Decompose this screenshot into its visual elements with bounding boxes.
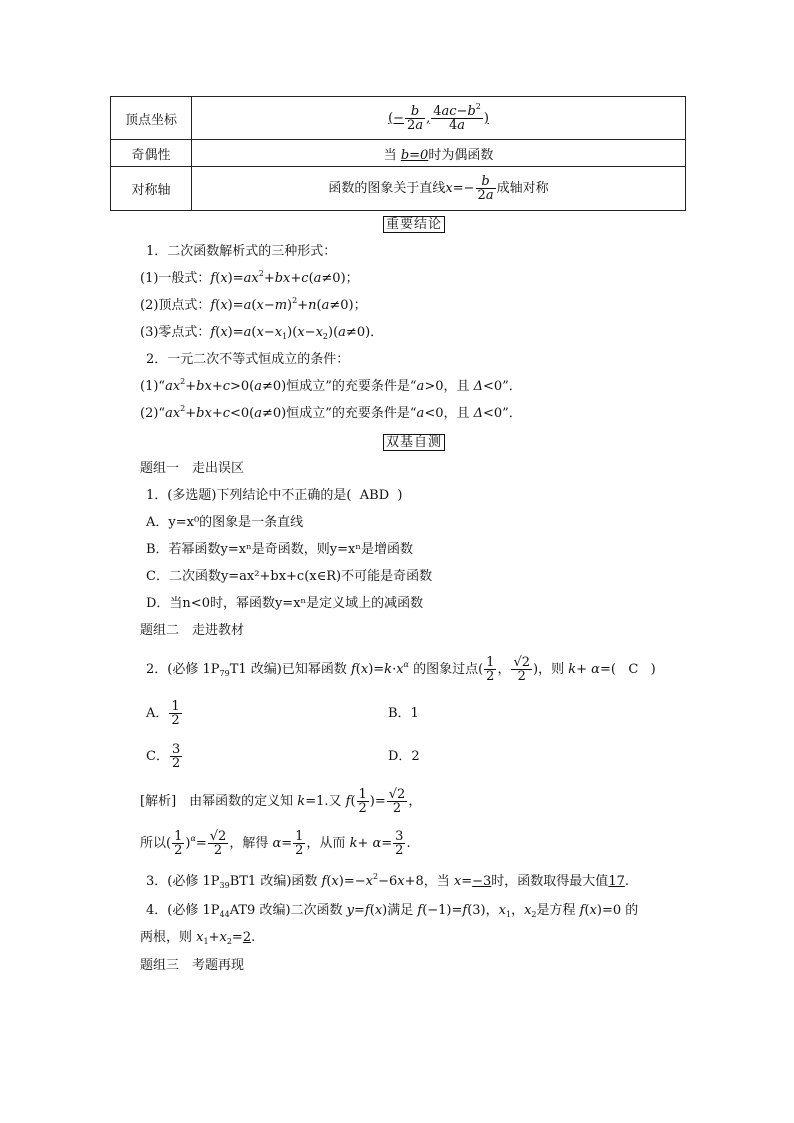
question-4-line2: 两根，则 $x_1+x_2=2$. [140, 930, 256, 946]
section-heading-selftest: 双基自测 [383, 434, 445, 452]
option-d: D．当n<0时，幂函数y=xⁿ是定义域上的减函数 [146, 596, 424, 611]
option-b: B．若幂函数y=xⁿ是奇函数，则y=xⁿ是增函数 [146, 542, 413, 557]
option-a: A．y=x⁰的图象是一条直线 [146, 515, 304, 530]
table-row [111, 140, 686, 167]
q2-solution-line1: [解析] 由幂函数的定义知 k=1.又 f( $\frac{1}{2}$ )= $\frac{√2}{2}$ ， [140, 787, 422, 816]
group-2-title: 题组二 走进教材 [140, 623, 245, 638]
group-1-title: 题组一 走出误区 [140, 461, 245, 476]
table-row [111, 167, 686, 211]
axis-value: 函数的图象关于直线x=− $\frac{b}{2a}$ 成轴对称 [192, 167, 686, 211]
form-general: (1)一般式：$f(x)=ax^2+bx+c(a\ne 0)$； [140, 269, 359, 286]
section-heading-important: 重要结论 [383, 216, 445, 234]
parity-value: 当 b=0时为偶函数 [192, 140, 686, 167]
form-vertex: (2)顶点式：$f(x)=a(x-m)^2+n(a\ne 0)$； [140, 296, 367, 313]
form-zero: (3)零点式：$f(x)=a(x-x_1)(x-x_2)(a\ne 0)$． [140, 325, 384, 341]
group-3-title: 题组三 考题再现 [140, 958, 245, 973]
option-c: C．二次函数y=ax²+bx+c(x∈R)不可能是奇函数 [146, 569, 433, 584]
q2-option-d: D．2 [388, 749, 420, 764]
q2-option-b: B．1 [388, 706, 419, 721]
vertex-coordinates: (− $\frac{b}{2a}$ , $\frac{4ac-b^2}{4a}$ ) [192, 97, 686, 140]
table-row [111, 97, 686, 140]
q2-solution-line2: 所以( $\frac{1}{2}$ )$^\alpha$= $\frac{√2}{2}$ ，解得 α= $\frac{1}{2}$ ，从而 k+ α= $\frac{3}{2}$ . [140, 829, 411, 858]
row-header-axis: 对称轴 [111, 167, 192, 211]
condition-positive: $(1)“ax^2+bx+c>0(a\ne 0)$恒成立”的充要条件是“a>0，且 Δ<0”． [140, 377, 522, 394]
conclusion-1: 1．二次函数解析式的三种形式： [146, 244, 337, 259]
property-table [110, 96, 686, 211]
question-1: 1．(多选题)下列结论中不正确的是( ABD ) [146, 488, 403, 503]
row-header-parity: 奇偶性 [111, 140, 192, 167]
q2-option-a: A． $\frac{1}{2}$ [146, 699, 180, 728]
question-3: 3．(必修 $1P_{39}BT1$ 改编)函数 $f(x)=-x^2-6x+8$，当 x=−3时，函数取得最大值17. [146, 872, 629, 890]
question-4-line1: 4．(必修 $1P_{44}AT9$ 改编)二次函数 y=f(x)满足 f(−1)=f(3)，$x_1$，$x_2$是方程 f(x)=0 的 [146, 903, 639, 919]
condition-negative: $(2)“ax^2+bx+c<0(a\ne 0)$恒成立”的充要条件是“a<0，且 Δ<0”． [140, 404, 522, 421]
question-2: 2．(必修 $1P_{79}T1$ 改编)已知幂函数 $f(x)=k\cdot x^\alpha$ 的图象过点( $\frac{1}{2}$ ， $\frac{√2}{2}$ )，则 k+ α=( C ) [146, 655, 656, 684]
q2-option-c: C． $\frac{3}{2}$ [146, 742, 181, 771]
row-header-vertex: 顶点坐标 [111, 97, 192, 140]
conclusion-2: 2．一元二次不等式恒成立的条件： [146, 352, 350, 367]
